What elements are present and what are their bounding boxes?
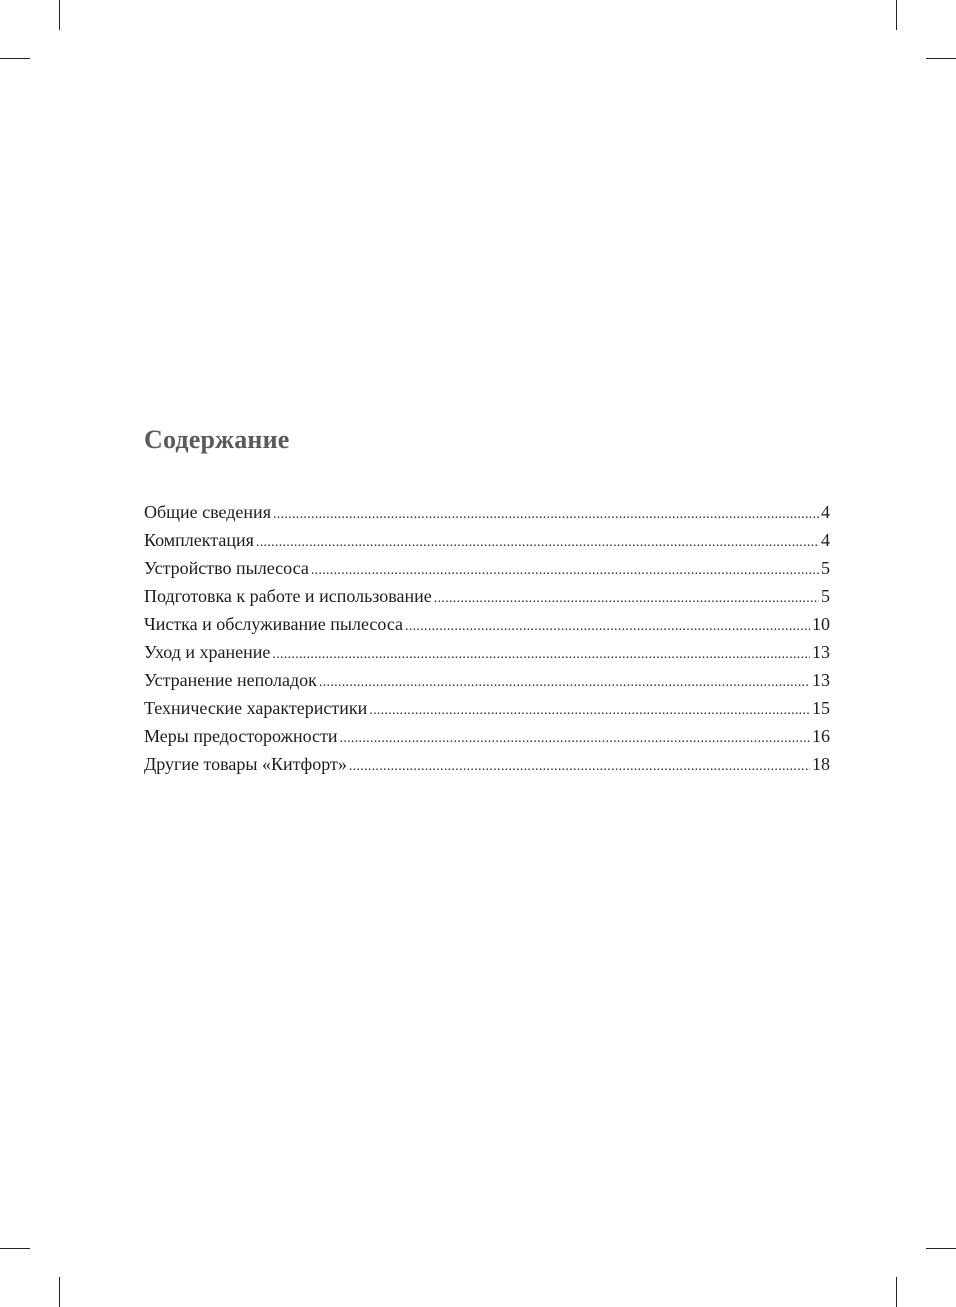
crop-mark-top-left-vertical xyxy=(59,0,60,30)
toc-entry-label: Устранение неполадок xyxy=(144,670,317,690)
toc-dot-leader xyxy=(319,669,810,697)
toc-dot-leader xyxy=(340,725,810,753)
toc-entry-page: 15 xyxy=(812,698,830,718)
toc-entry[interactable] xyxy=(144,638,830,666)
toc-entry-label: Меры предосторожности xyxy=(144,726,338,746)
toc-entry-label: Технические характеристики xyxy=(144,698,368,718)
crop-mark-bottom-right-vertical xyxy=(896,1277,897,1307)
toc-entry[interactable] xyxy=(144,750,830,778)
toc-dot-leader xyxy=(273,501,819,529)
toc-entry-label: Уход и хранение xyxy=(144,642,271,662)
toc-entry-page: 5 xyxy=(821,586,830,606)
crop-mark-top-right-vertical xyxy=(896,0,897,30)
toc-entry-page: 5 xyxy=(821,558,830,578)
toc-entry-page: 4 xyxy=(821,530,830,550)
toc-dot-leader xyxy=(405,613,810,641)
crop-mark-bottom-left-horizontal xyxy=(0,1248,30,1249)
toc-entry-label: Другие товары «Китфорт» xyxy=(144,754,347,774)
toc-entry-page: 4 xyxy=(821,502,830,522)
toc-dot-leader xyxy=(369,697,810,725)
toc-entry-label: Общие сведения xyxy=(144,502,271,522)
toc-entry-label: Устройство пылесоса xyxy=(144,558,309,578)
crop-mark-bottom-right-horizontal xyxy=(926,1248,956,1249)
toc-entry[interactable] xyxy=(144,498,830,526)
toc-entry[interactable] xyxy=(144,722,830,750)
toc-entry-page: 10 xyxy=(812,614,830,634)
toc-entry[interactable] xyxy=(144,694,830,722)
toc-dot-leader xyxy=(256,529,819,557)
crop-mark-top-left-horizontal xyxy=(0,58,30,59)
toc-entry[interactable] xyxy=(144,610,830,638)
toc-entry-page: 13 xyxy=(812,642,830,662)
toc-entry-label: Подготовка к работе и использование xyxy=(144,586,432,606)
toc-dot-leader xyxy=(311,557,819,585)
page-title: Содержание xyxy=(144,425,290,454)
toc-dot-leader xyxy=(349,753,810,781)
toc-entry[interactable] xyxy=(144,582,830,610)
toc-list xyxy=(144,498,830,778)
toc-entry-label: Чистка и обслуживание пылесоса xyxy=(144,614,404,634)
table-of-contents xyxy=(144,420,830,778)
toc-entry[interactable] xyxy=(144,666,830,694)
toc-entry-label: Комплектация xyxy=(144,530,254,550)
toc-entry-page: 13 xyxy=(812,670,830,690)
toc-entry-page: 18 xyxy=(812,754,830,774)
crop-mark-top-right-horizontal xyxy=(926,58,956,59)
crop-mark-bottom-left-vertical xyxy=(59,1277,60,1307)
toc-entry-page: 16 xyxy=(812,726,830,746)
toc-dot-leader xyxy=(434,585,819,613)
toc-entry[interactable] xyxy=(144,526,830,554)
toc-entry[interactable] xyxy=(144,554,830,582)
toc-dot-leader xyxy=(272,641,810,669)
